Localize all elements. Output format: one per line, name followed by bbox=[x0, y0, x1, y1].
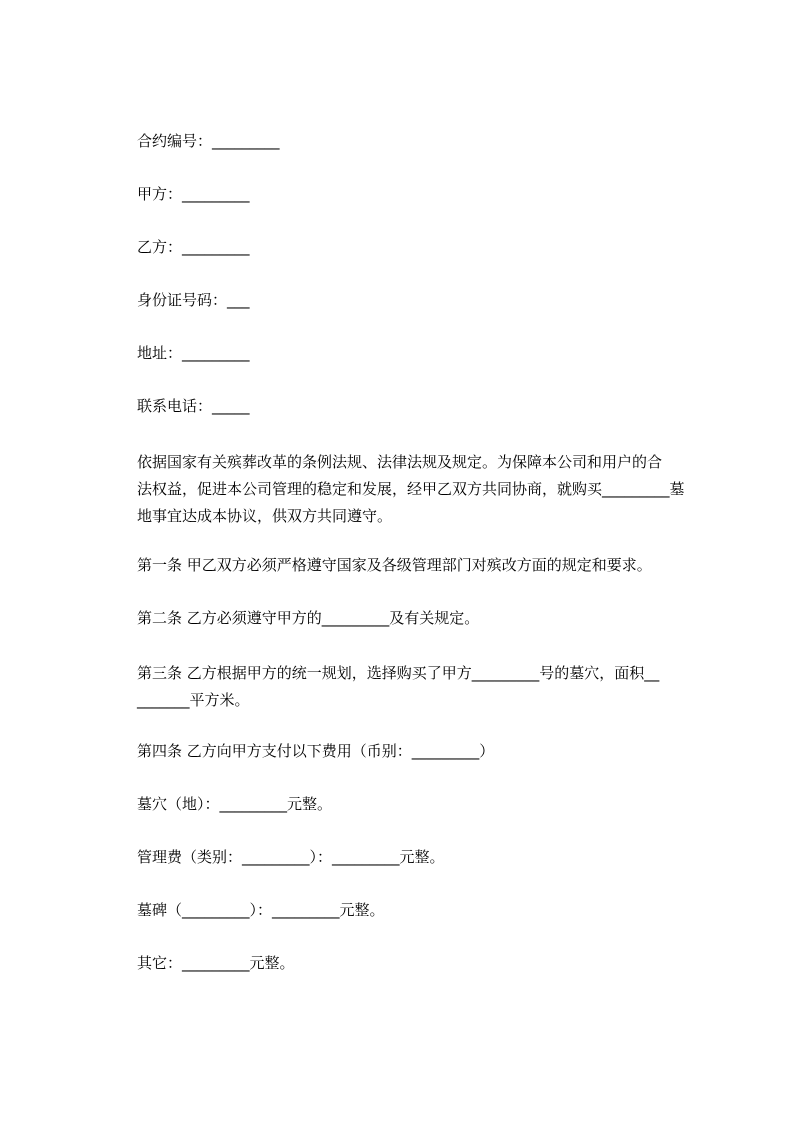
preamble-line-1: 依据国家有关殡葬改革的条例法规、法律法规及规定。为保障本公司和用户的合 bbox=[137, 453, 663, 471]
preamble-paragraph bbox=[137, 449, 702, 530]
article-1: 第一条 甲乙双方必须严格遵守国家及各级管理部门对殡改方面的规定和要求。 bbox=[137, 556, 652, 574]
article-3 bbox=[137, 660, 702, 714]
id-number-line: 身份证号码：___ bbox=[137, 291, 250, 309]
phone-line: 联系电话：_____ bbox=[137, 397, 250, 415]
preamble-line-3: 地事宜达成本协议，供双方共同遵守。 bbox=[137, 507, 393, 525]
party-b-line: 乙方：_________ bbox=[137, 238, 250, 256]
party-a-line: 甲方：_________ bbox=[137, 185, 250, 203]
fee-other-line: 其它：_________元整。 bbox=[137, 954, 295, 972]
preamble-line-2: 法权益，促进本公司管理的稳定和发展，经甲乙双方共同协商，就购买_________墓 bbox=[137, 480, 685, 498]
contract-number-line: 合约编号：_________ bbox=[137, 132, 280, 150]
article-4: 第四条 乙方向甲方支付以下费用（币别：_________） bbox=[137, 742, 495, 760]
fee-grave-line: 墓穴（地）：_________元整。 bbox=[137, 795, 333, 813]
article-3-line-1: 第三条 乙方根据甲方的统一规划，选择购买了甲方_________号的墓穴，面积__ bbox=[137, 664, 660, 682]
fee-management-line: 管理费（类别：_________）：_________元整。 bbox=[137, 848, 445, 866]
address-line: 地址：_________ bbox=[137, 344, 250, 362]
article-3-line-2: _______平方米。 bbox=[137, 691, 250, 709]
fee-tombstone-line: 墓碑（_________）：_________元整。 bbox=[137, 901, 385, 919]
article-2: 第二条 乙方必须遵守甲方的_________及有关规定。 bbox=[137, 609, 480, 627]
